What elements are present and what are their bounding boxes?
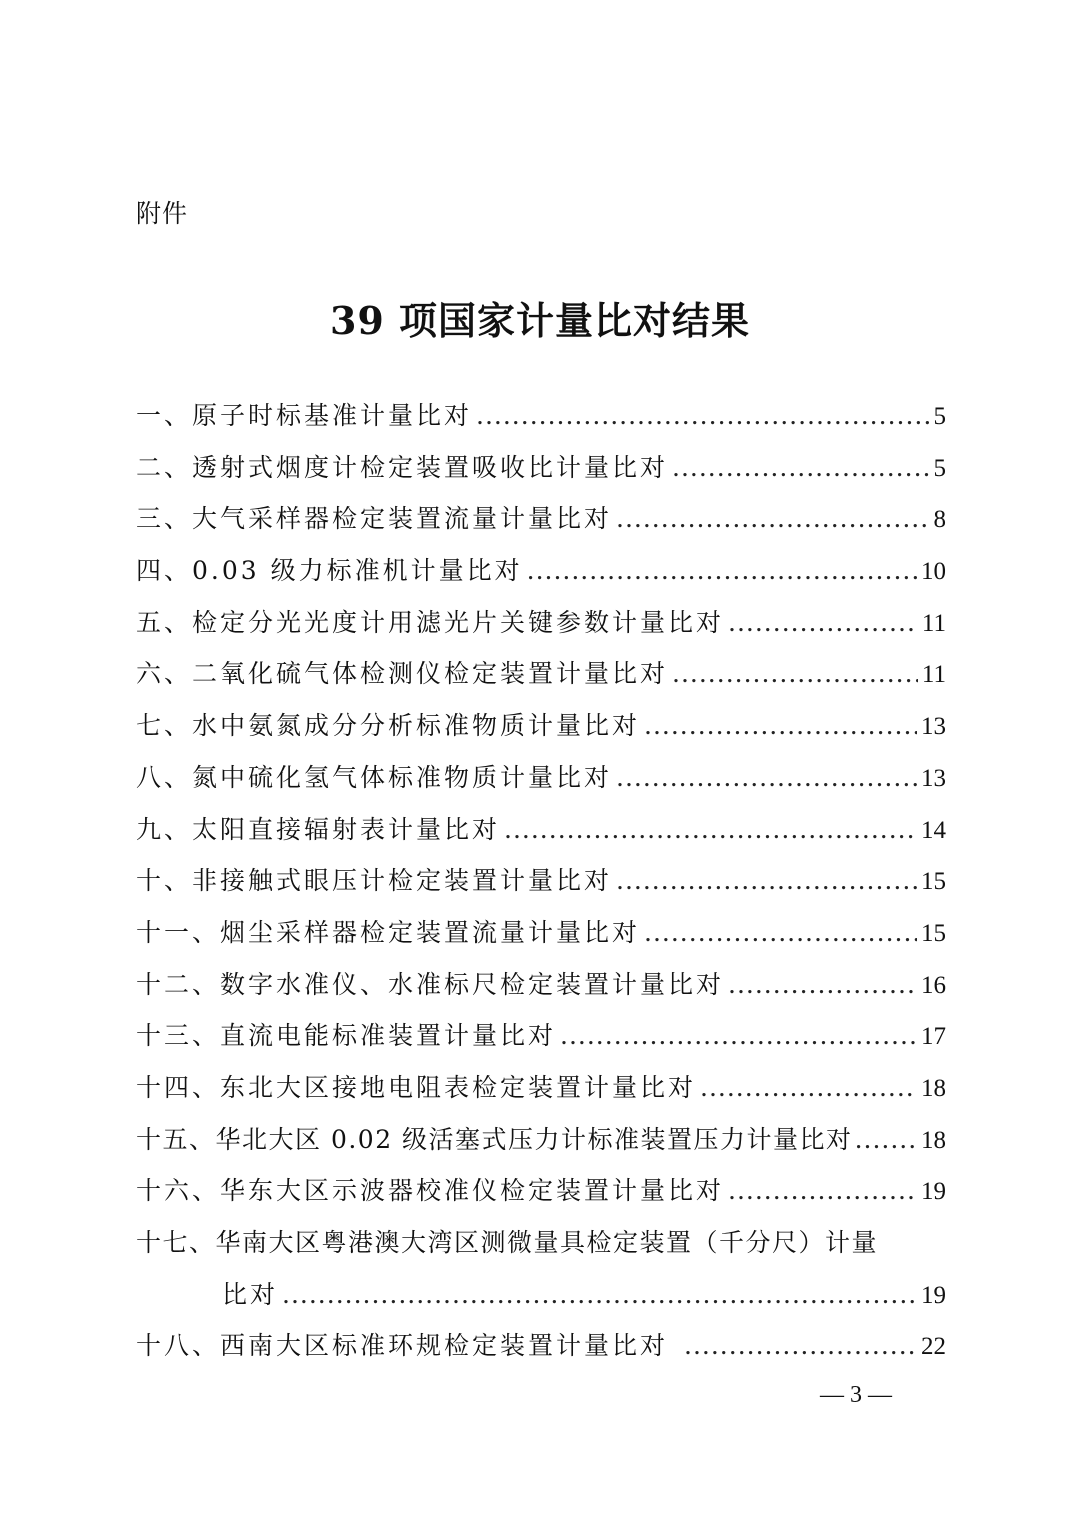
toc-entry-label: 十七、华南大区粤港澳大湾区测微量具检定装置（千分尺）计量 (136, 1228, 879, 1257)
toc-entry-label: 十一、烟尘采样器检定装置流量计量比对 (136, 917, 641, 947)
toc-entry-label: 十四、东北大区接地电阻表检定装置计量比对 (136, 1072, 697, 1102)
toc-entry-page: 11 (921, 661, 946, 689)
toc-entry-page: 17 (921, 1023, 946, 1051)
toc-entry-label: 一、原子时标基准计量比对 (136, 401, 473, 430)
toc-dot-leader (476, 390, 929, 442)
toc-entry-label: 四、0.03 级力标准机计量比对 (136, 556, 523, 586)
toc-entry-14[interactable] (136, 1062, 946, 1114)
toc-entry-label: 十八、西南大区标准环规检定装置计量比对 (136, 1331, 669, 1361)
toc-entry-label: 九、太阳直接辐射表计量比对 (136, 814, 501, 844)
toc-dot-leader (616, 752, 917, 804)
attachment-label: 附件 (136, 199, 189, 228)
toc-entry-label: 十五、华北大区 0.02 级活塞式压力计标准装置压力计量比对 (136, 1124, 853, 1154)
toc-entry-page: 14 (921, 816, 946, 844)
toc-entry-label: 三、大气采样器检定装置流量计量比对 (136, 504, 613, 534)
toc-entry-label: 比对 (222, 1279, 279, 1309)
toc-dot-leader (560, 1010, 917, 1062)
toc-entry-4[interactable] (136, 545, 946, 597)
document-title: 39 项国家计量比对结果 (329, 298, 751, 343)
toc-dot-leader (644, 700, 917, 752)
toc-entry-16[interactable] (136, 1165, 946, 1217)
toc-entry-1[interactable] (136, 390, 946, 442)
toc-dot-leader (644, 907, 917, 959)
toc-entry-9[interactable] (136, 804, 946, 856)
toc-entry-8[interactable] (136, 752, 946, 804)
toc-dot-leader (504, 804, 917, 856)
table-of-contents (136, 390, 946, 1372)
toc-entry-page: 13 (921, 713, 946, 741)
toc-entry-page: 10 (921, 558, 946, 586)
toc-dot-leader (700, 1062, 917, 1114)
toc-entry-11[interactable] (136, 907, 946, 959)
toc-entry-3[interactable] (136, 493, 946, 545)
toc-entry-page: 18 (921, 1126, 946, 1154)
toc-entry-page: 5 (933, 454, 946, 482)
toc-entry-page: 15 (921, 919, 946, 947)
toc-entry-page: 15 (921, 868, 946, 896)
toc-dot-leader (616, 493, 929, 545)
toc-dot-leader (684, 1320, 917, 1372)
toc-entry-page: 11 (921, 609, 946, 637)
toc-entry-page: 13 (921, 764, 946, 792)
toc-dot-leader (728, 959, 917, 1011)
toc-dot-leader (728, 1165, 917, 1217)
toc-entry-page: 19 (921, 1178, 946, 1206)
toc-entry-label: 七、水中氨氮成分分析标准物质计量比对 (136, 711, 641, 741)
toc-entry-label: 十三、直流电能标准装置计量比对 (136, 1021, 557, 1051)
toc-dot-leader (672, 442, 929, 494)
toc-entry-label: 八、氮中硫化氢气体标准物质计量比对 (136, 762, 613, 792)
toc-entry-page: 8 (933, 506, 946, 534)
toc-dot-leader (616, 855, 917, 907)
toc-entry-page: 22 (921, 1333, 946, 1361)
page-number: — 3 — (820, 1382, 892, 1408)
toc-entry-18[interactable] (136, 1320, 946, 1372)
toc-entry-label: 五、检定分光光度计用滤光片关键参数计量比对 (136, 607, 725, 637)
toc-entry-15[interactable] (136, 1114, 946, 1166)
toc-dot-leader (728, 597, 918, 649)
toc-entry-page: 5 (933, 403, 946, 430)
toc-dot-leader (527, 545, 917, 597)
toc-entry-label: 十二、数字水准仪、水准标尺检定装置计量比对 (136, 969, 725, 999)
toc-dot-leader (282, 1269, 917, 1321)
toc-entry-5[interactable] (136, 597, 946, 649)
toc-entry-label: 十六、华东大区示波器校准仪检定装置计量比对 (136, 1176, 725, 1206)
toc-entry-12[interactable] (136, 959, 946, 1011)
toc-entry-7[interactable] (136, 700, 946, 752)
toc-entry-label: 二、透射式烟度计检定装置吸收比计量比对 (136, 452, 669, 482)
toc-entry-2[interactable] (136, 442, 946, 494)
toc-entry-label: 十、非接触式眼压计检定装置计量比对 (136, 866, 613, 896)
toc-entry-page: 18 (921, 1074, 946, 1102)
toc-dot-leader (855, 1114, 919, 1166)
toc-entry-17[interactable] (136, 1217, 946, 1269)
toc-entry-6[interactable] (136, 648, 946, 700)
toc-entry-13[interactable] (136, 1010, 946, 1062)
toc-dot-leader (672, 648, 918, 700)
toc-entry-label: 六、二氧化硫气体检测仪检定装置计量比对 (136, 659, 669, 689)
toc-entry-page: 19 (921, 1281, 946, 1309)
toc-entry-10[interactable] (136, 855, 946, 907)
toc-entry-17-continued[interactable] (136, 1269, 946, 1321)
toc-entry-page: 16 (921, 971, 946, 999)
